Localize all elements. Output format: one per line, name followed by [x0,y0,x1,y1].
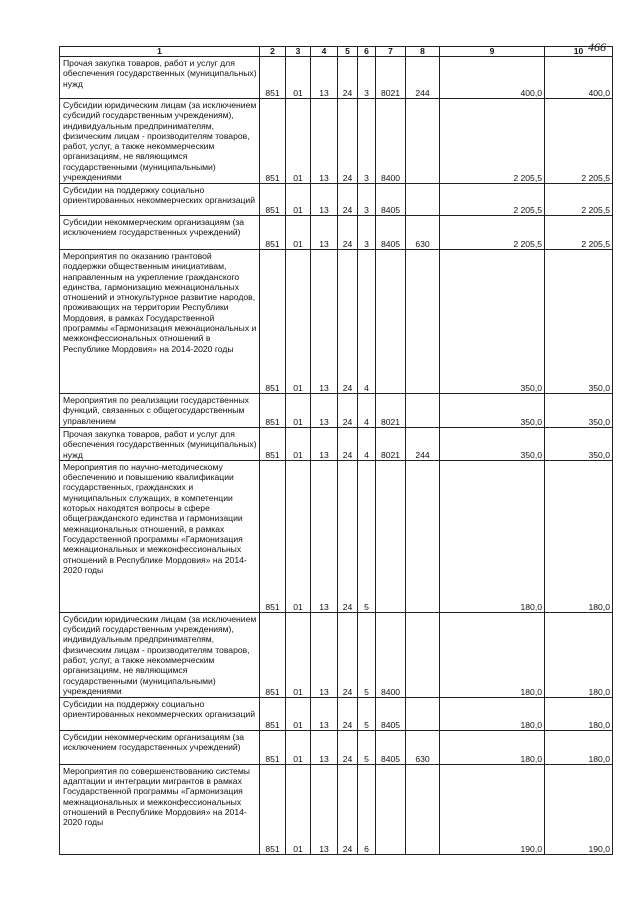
row-name: Мероприятия по совершенствованию системы адаптации и интеграции мигрантов в рамках Государственной программы «Гармонизация межнациональных и межконфессиональных отношений в Республике Мордовия» на 2014-2020 годы [60,764,260,854]
cell-c2: 851 [260,184,286,216]
row-name: Мероприятия по научно-методическому обеспечению и повышению квалификации государственных, гражданских и муниципальных служащих, в компетенции которых находятся вопросы в сфере общегражданского единства и гармонизации межнациональных отношений, в рамках Государственной программы «Гармонизация межнациональных и межконфессиональных отношений в Республике Мордовия» на 2014-2020 годы [60,460,260,612]
cell-c5: 24 [338,250,358,394]
cell-c9: 180,0 [440,697,545,730]
cell-c8 [406,697,440,730]
cell-c6: 3 [358,57,376,99]
cell-c9: 180,0 [440,730,545,764]
row-name: Субсидии некоммерческим организациям (за исключением государственных учреждений) [60,216,260,250]
cell-c5: 24 [338,460,358,612]
table-row [60,184,613,216]
cell-c6: 5 [358,460,376,612]
header-cell: 4 [311,47,338,57]
budget-table [59,46,613,855]
row-name: Субсидии юридическим лицам (за исключением субсидий государственным учреждениям), индивидуальным предпринимателям, физическим лицам - производителям товаров, работ, услуг, а также некоммерческим организациям, не являющимся государственными (муниципальными) учреждениями [60,612,260,697]
header-cell: 5 [338,47,358,57]
cell-c5: 24 [338,697,358,730]
cell-c8: 244 [406,428,440,461]
cell-c7: 8400 [376,99,406,184]
cell-c3: 01 [286,730,311,764]
cell-c4: 13 [311,697,338,730]
cell-c3: 01 [286,250,311,394]
cell-c6: 3 [358,216,376,250]
cell-c6: 5 [358,612,376,697]
cell-c7: 8400 [376,612,406,697]
cell-c7 [376,250,406,394]
table-row [60,460,613,612]
header-row [60,47,613,57]
cell-c10: 180,0 [545,730,613,764]
row-name: Субсидии на поддержку социально ориентированных некоммерческих организаций [60,184,260,216]
cell-c2: 851 [260,612,286,697]
cell-c3: 01 [286,184,311,216]
cell-c8 [406,184,440,216]
cell-c3: 01 [286,428,311,461]
header-cell: 1 [60,47,260,57]
cell-c4: 13 [311,250,338,394]
row-name: Субсидии некоммерческим организациям (за исключением государственных учреждений) [60,730,260,764]
cell-c4: 13 [311,612,338,697]
header-cell: 10 [545,47,613,57]
cell-c3: 01 [286,460,311,612]
row-name: Прочая закупка товаров, работ и услуг для обеспечения государственных (муниципальных) нужд [60,57,260,99]
table-row [60,428,613,461]
cell-c10: 2 205,5 [545,99,613,184]
cell-c7: 8021 [376,394,406,428]
cell-c9: 180,0 [440,612,545,697]
cell-c2: 851 [260,99,286,184]
cell-c8 [406,460,440,612]
cell-c10: 190,0 [545,764,613,854]
cell-c6: 3 [358,99,376,184]
cell-c10: 350,0 [545,250,613,394]
cell-c7: 8405 [376,216,406,250]
cell-c9: 180,0 [440,460,545,612]
cell-c2: 851 [260,764,286,854]
cell-c10: 180,0 [545,612,613,697]
cell-c4: 13 [311,216,338,250]
cell-c2: 851 [260,250,286,394]
cell-c8 [406,612,440,697]
cell-c8 [406,764,440,854]
cell-c6: 4 [358,428,376,461]
cell-c6: 5 [358,730,376,764]
cell-c10: 350,0 [545,394,613,428]
cell-c6: 4 [358,250,376,394]
cell-c10: 180,0 [545,460,613,612]
table-row [60,216,613,250]
table-row [60,697,613,730]
row-name: Субсидии юридическим лицам (за исключением субсидий государственным учреждениям), индивидуальным предпринимателям, физическим лицам - производителям товаров, работ, услуг, а также некоммерческим организациям, не являющимся государственными (муниципальными) учреждениями [60,99,260,184]
cell-c9: 350,0 [440,428,545,461]
cell-c5: 24 [338,216,358,250]
cell-c5: 24 [338,612,358,697]
cell-c2: 851 [260,697,286,730]
cell-c4: 13 [311,99,338,184]
page-number: 466 [588,40,606,54]
cell-c3: 01 [286,612,311,697]
cell-c9: 400,0 [440,57,545,99]
cell-c5: 24 [338,730,358,764]
cell-c7: 8021 [376,428,406,461]
cell-c8: 244 [406,57,440,99]
cell-c4: 13 [311,184,338,216]
row-name: Мероприятия по реализации государственных функций, связанных с общегосударственным управлением [60,394,260,428]
cell-c5: 24 [338,394,358,428]
table-row [60,612,613,697]
cell-c9: 350,0 [440,394,545,428]
cell-c7: 8021 [376,57,406,99]
row-name: Субсидии на поддержку социально ориентированных некоммерческих организаций [60,697,260,730]
cell-c4: 13 [311,57,338,99]
cell-c4: 13 [311,730,338,764]
cell-c6: 4 [358,394,376,428]
cell-c5: 24 [338,99,358,184]
cell-c3: 01 [286,216,311,250]
cell-c2: 851 [260,57,286,99]
cell-c10: 350,0 [545,428,613,461]
cell-c9: 190,0 [440,764,545,854]
cell-c9: 2 205,5 [440,216,545,250]
cell-c4: 13 [311,764,338,854]
cell-c9: 2 205,5 [440,99,545,184]
cell-c3: 01 [286,697,311,730]
cell-c8 [406,394,440,428]
header-cell: 2 [260,47,286,57]
cell-c10: 2 205,5 [545,216,613,250]
cell-c6: 5 [358,697,376,730]
header-cell: 8 [406,47,440,57]
table-row [60,99,613,184]
cell-c7 [376,460,406,612]
cell-c6: 3 [358,184,376,216]
cell-c8 [406,250,440,394]
header-cell: 7 [376,47,406,57]
cell-c5: 24 [338,184,358,216]
cell-c2: 851 [260,428,286,461]
cell-c8 [406,99,440,184]
cell-c10: 180,0 [545,697,613,730]
cell-c3: 01 [286,764,311,854]
cell-c10: 2 205,5 [545,184,613,216]
cell-c3: 01 [286,394,311,428]
cell-c3: 01 [286,99,311,184]
cell-c5: 24 [338,764,358,854]
cell-c7: 8405 [376,730,406,764]
cell-c5: 24 [338,428,358,461]
table-row [60,764,613,854]
cell-c9: 350,0 [440,250,545,394]
cell-c5: 24 [338,57,358,99]
table-row [60,57,613,99]
table-row [60,730,613,764]
table-row [60,250,613,394]
cell-c7 [376,764,406,854]
cell-c4: 13 [311,394,338,428]
header-cell: 6 [358,47,376,57]
cell-c2: 851 [260,216,286,250]
cell-c2: 851 [260,460,286,612]
cell-c4: 13 [311,428,338,461]
table-row [60,394,613,428]
header-cell: 9 [440,47,545,57]
cell-c8: 630 [406,730,440,764]
row-name: Мероприятия по оказанию грантовой поддержки общественным инициативам, направленным на укрепление гражданского единства, гармонизацию межнациональных отношений и этнокультурное развитие народов, проживающих на территории Республики Мордовия, в рамках Государственной программы «Гармонизация межнациональных и межконфессиональных отношений в Республике Мордовия» на 2014-2020 годы [60,250,260,394]
cell-c8: 630 [406,216,440,250]
cell-c9: 2 205,5 [440,184,545,216]
cell-c2: 851 [260,730,286,764]
cell-c4: 13 [311,460,338,612]
cell-c7: 8405 [376,697,406,730]
header-cell: 3 [286,47,311,57]
cell-c6: 6 [358,764,376,854]
cell-c3: 01 [286,57,311,99]
cell-c2: 851 [260,394,286,428]
row-name: Прочая закупка товаров, работ и услуг для обеспечения государственных (муниципальных) нужд [60,428,260,461]
cell-c10: 400,0 [545,57,613,99]
cell-c7: 8405 [376,184,406,216]
